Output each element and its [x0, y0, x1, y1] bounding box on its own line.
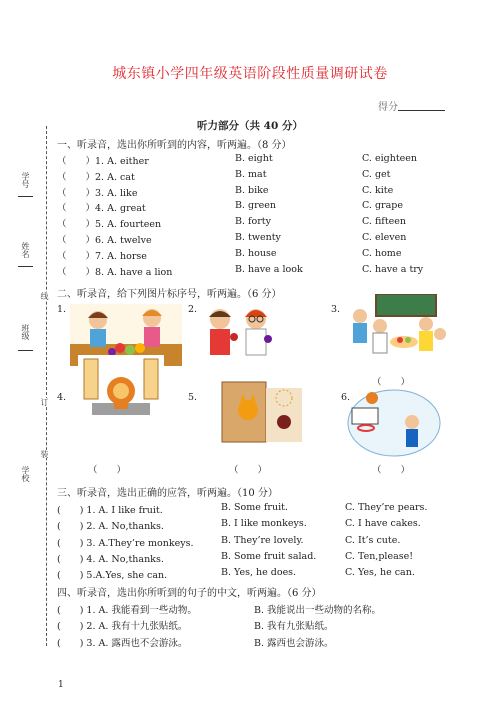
part1-item-5-b: B. forty — [235, 216, 271, 228]
part3-item-1-a: ( ) 1. A. I like fruit. — [57, 505, 163, 516]
part3-item-3-a: ( ) 3. A.They’re monkeys. — [57, 537, 194, 549]
part1-item-6-c: C. eleven — [362, 232, 407, 243]
part1-item-7-b: B. house — [235, 247, 277, 259]
margin-rule — [18, 350, 33, 351]
section-1-heading: 一、听录音，选出你所听到的内容，听两遍。（8 分） — [57, 140, 292, 151]
binding-line — [46, 126, 47, 646]
page-number: 1 — [58, 680, 64, 690]
margin-xuehao: 学号 — [21, 172, 30, 188]
picture-basketball — [346, 388, 442, 458]
pic-label-2: 2. — [188, 304, 198, 315]
part3-item-4-b: B. Some fruit salad. — [221, 550, 317, 562]
pic-blank-1[interactable]: （ ） — [88, 465, 127, 476]
part4-item-2-a: ( ) 2. A. 我有十九张贴纸。 — [57, 621, 188, 633]
part1-item-1-b: B. eight — [235, 153, 273, 164]
part1-item-8-num: （ ）8. A. have a lion — [57, 266, 173, 278]
margin-ding: 订 — [40, 398, 49, 406]
part3-item-4-a: ( ) 4. A. No,thanks. — [57, 553, 164, 565]
part3-item-1-b: B. Some fruit. — [221, 502, 288, 513]
part4-item-3-a: ( ) 3. A. 露西也不会游泳。 — [57, 637, 188, 649]
part3-item-3-c: C. It’s cute. — [345, 534, 401, 546]
section-4-heading: 四、听录音，选出你所听到的句子的中文，听两遍。（6 分） — [57, 588, 322, 599]
margin-rule — [18, 196, 33, 197]
part3-item-4-c: C. Ten,please! — [345, 550, 414, 562]
exam-title: 城东镇小学四年级英语阶段性质量调研试卷 — [112, 66, 388, 82]
listening-part-heading: 听力部分（共 40 分） — [197, 120, 303, 132]
part3-item-3-b: B. They’re lovely. — [221, 534, 304, 546]
part1-item-6-b: B. twenty — [235, 232, 281, 243]
part4-item-1-b: B. 我能说出一些动物的名称。 — [254, 605, 382, 616]
section-3-heading: 三、听录音，选出正确的应答，听两遍。（10 分） — [57, 488, 278, 499]
part3-item-5-a: ( ) 5.A.Yes, she can. — [57, 570, 168, 582]
pic-label-3: 3. — [331, 304, 341, 315]
pic-label-6: 6. — [341, 392, 351, 403]
part1-item-3-num: （ ）3. A. like — [57, 187, 138, 199]
section-2-heading: 二、听录音，给下列图片标序号，听两遍。（6 分） — [57, 289, 282, 300]
picture-cat-box — [218, 378, 306, 446]
part1-item-1-c: C. eighteen — [362, 153, 418, 164]
picture-two-people — [200, 305, 276, 363]
part1-item-8-c: C. have a try — [362, 263, 424, 275]
part1-item-4-b: B. green — [235, 200, 277, 212]
part3-item-2-c: C. I have cakes. — [345, 518, 421, 530]
margin-xingming: 姓名 — [21, 242, 30, 258]
part1-item-3-c: C. kite — [362, 184, 394, 196]
margin-rule — [18, 266, 33, 267]
pic-label-4: 4. — [57, 392, 67, 403]
part4-item-3-b: B. 露西也会游泳。 — [254, 637, 334, 649]
part1-item-6-num: （ ）6. A. twelve — [57, 235, 152, 246]
score-blank — [398, 110, 445, 111]
pic-label-5: 5. — [188, 392, 198, 403]
pic-blank-3[interactable]: （ ） — [372, 377, 411, 388]
part3-item-5-b: B. Yes, he does. — [221, 567, 297, 579]
part1-item-5-num: （ ）5. A. fourteen — [57, 219, 162, 231]
part3-item-5-c: C. Yes, he can. — [345, 567, 415, 579]
picture-lion-toy — [78, 355, 164, 427]
part3-item-2-b: B. I like monkeys. — [221, 518, 307, 530]
pic-blank-4[interactable]: （ ） — [372, 465, 411, 476]
part3-item-2-a: ( ) 2. A. No,thanks. — [57, 521, 164, 533]
pic-label-1: 1. — [57, 304, 67, 315]
score-label: 得分 — [378, 102, 398, 113]
pic-blank-2[interactable]: （ ） — [229, 465, 268, 476]
part1-item-1-num: （ ）1. A. either — [57, 156, 149, 167]
margin-xian: 线 — [40, 292, 49, 300]
margin-zhuang: 装 — [40, 450, 49, 458]
part1-item-2-c: C. get — [362, 168, 391, 180]
margin-banji: 班级 — [21, 324, 30, 340]
margin-xuexiao: 学校 — [21, 466, 30, 482]
part3-item-1-c: C. They’re pears. — [345, 502, 428, 513]
part1-item-3-b: B. bike — [235, 184, 269, 196]
picture-classroom — [346, 294, 446, 362]
part4-item-2-b: B. 我有九张贴纸。 — [254, 621, 334, 633]
part1-item-5-c: C. fifteen — [362, 216, 407, 228]
part1-item-4-c: C. grape — [362, 200, 403, 212]
part1-item-2-num: （ ）2. A. cat — [57, 171, 135, 183]
part1-item-4-num: （ ）4. A. great — [57, 203, 146, 215]
part1-item-8-b: B. have a look — [235, 263, 303, 275]
part4-item-1-a: ( ) 1. A. 我能看到一些动物。 — [57, 605, 197, 616]
part1-item-7-num: （ ）7. A. horse — [57, 250, 147, 262]
part1-item-2-b: B. mat — [235, 168, 267, 180]
part1-item-7-c: C. home — [362, 247, 402, 259]
